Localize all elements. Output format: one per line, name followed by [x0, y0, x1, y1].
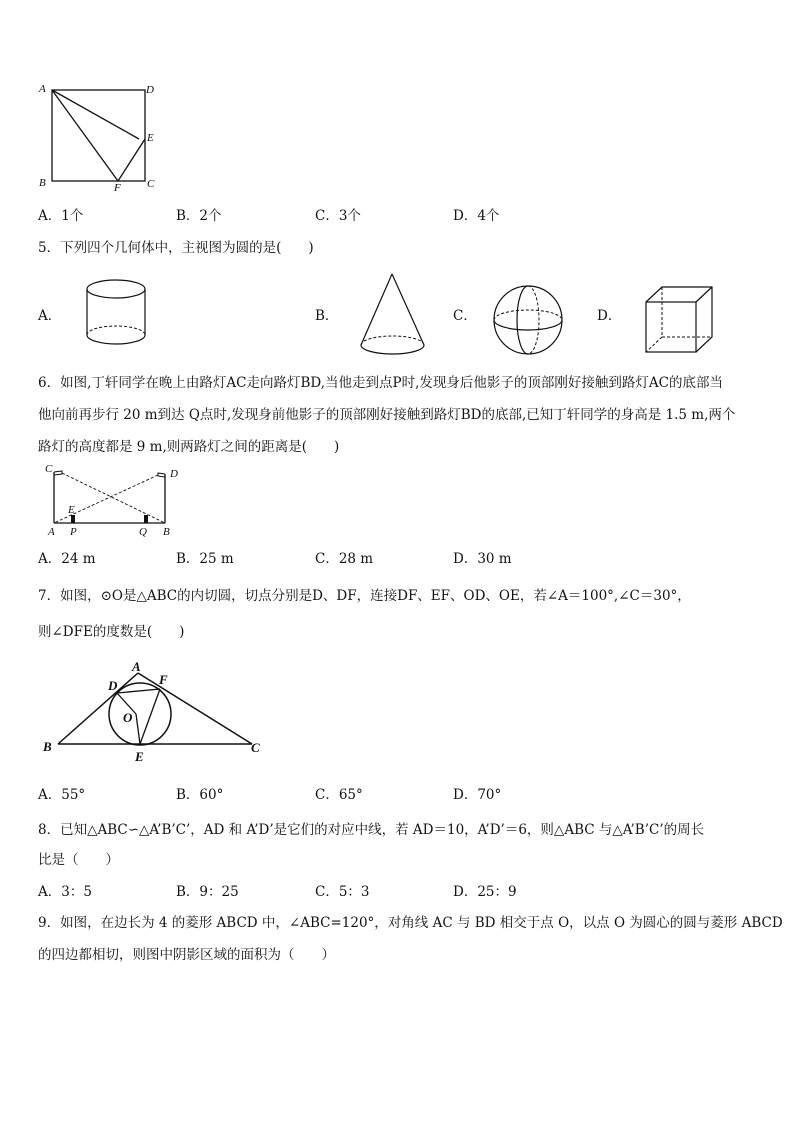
- q8-option-c: C．5：3: [315, 884, 370, 900]
- q6-figure: [40, 462, 180, 540]
- label-F: F: [159, 672, 168, 687]
- q7-option-b: B．60°: [176, 787, 224, 803]
- label-F: F: [114, 182, 121, 194]
- label-A: A: [132, 659, 141, 674]
- q5-stem: 5．下列四个几何体中，主视图为圆的是( ): [38, 240, 314, 256]
- q7-stem-line-1: 7．如图，⊙O是△ABC的内切圆，切点分别是D、DF，连接DF、EF、OD、OE，若∠A＝100°,∠C＝30°，: [38, 588, 691, 604]
- q8-stem-line-2: 比是（ ）: [38, 852, 119, 868]
- q8-stem-line-1: 8．已知△ABC∽△A’B’C’，AD 和 A’D’是它们的对应中线，若 AD＝10，A’D’＝6，则△ABC 与△A’B’C’的周长: [38, 822, 705, 838]
- label-C: C: [251, 740, 260, 755]
- label-C: C: [45, 463, 53, 475]
- label-A: A: [39, 83, 46, 95]
- label-Q: Q: [139, 526, 147, 538]
- q8-option-b: B．9：25: [176, 884, 239, 900]
- q4-option-a: A．1个: [38, 208, 84, 224]
- label-E: E: [68, 504, 75, 516]
- q6-option-c: C．28 m: [315, 551, 374, 567]
- q8-option-a: A．3：5: [38, 884, 92, 900]
- q5-option-c-letter: C．: [453, 308, 477, 324]
- cone-icon: [358, 271, 428, 363]
- label-P: P: [70, 526, 77, 538]
- cube-icon: [643, 285, 715, 361]
- square-diagram: [36, 80, 166, 195]
- q4-option-b: B．2个: [176, 208, 222, 224]
- label-B: B: [39, 177, 46, 189]
- q6-option-a: A．24 m: [38, 551, 96, 567]
- q5-option-b-letter: B．: [315, 308, 339, 324]
- label-B: B: [163, 526, 170, 538]
- q5-option-a-letter: A．: [38, 308, 62, 324]
- label-D: D: [170, 468, 178, 480]
- label-D: D: [108, 678, 118, 693]
- q7-option-a: A．55°: [38, 787, 86, 803]
- q5-option-d-letter: D．: [597, 308, 622, 324]
- label-D: D: [146, 84, 154, 96]
- label-O: O: [123, 710, 133, 725]
- label-C: C: [147, 178, 155, 190]
- q4-option-c: C．3个: [315, 208, 361, 224]
- sphere-icon: [491, 284, 565, 360]
- q6-stem-line-1: 6．如图,丁轩同学在晚上由路灯AC走向路灯BD,当他走到点P时,发现身后他影子的顶部刚好接触到路灯AC的底部当: [38, 375, 723, 391]
- q7-option-d: D．70°: [453, 787, 502, 803]
- q9-stem-line-2: 的四边都相切，则图中阴影区域的面积为（ ）: [38, 947, 335, 963]
- incircle-diagram: [38, 655, 270, 767]
- q7-figure: [38, 655, 270, 767]
- street-lamp-diagram: [40, 462, 180, 540]
- q6-option-b: B．25 m: [176, 551, 234, 567]
- cylinder-icon: [84, 277, 150, 353]
- q6-stem-line-2: 他向前再步行 20 m到达 Q点时,发现身前他影子的顶部刚好接触到路灯BD的底部,已知丁轩同学的身高是 1.5 m,两个: [38, 407, 736, 423]
- q7-stem-line-2: 则∠DFE的度数是( ): [38, 624, 185, 640]
- label-A: A: [48, 526, 55, 538]
- q8-option-d: D．25：9: [453, 884, 517, 900]
- q9-stem-line-1: 9．如图，在边长为 4 的菱形 ABCD 中，∠ABC=120°，对角线 AC 与 BD 相交于点 O，以点 O 为圆心的圆与菱形 ABCD: [38, 915, 783, 931]
- q7-option-c: C．65°: [315, 787, 363, 803]
- label-B: B: [43, 739, 52, 754]
- q4-figure: [36, 80, 166, 195]
- q6-option-d: D．30 m: [453, 551, 512, 567]
- q4-option-d: D．4个: [453, 208, 500, 224]
- label-E: E: [135, 749, 144, 764]
- q6-stem-line-3: 路灯的高度都是 9 m,则两路灯之间的距离是( ): [38, 439, 340, 455]
- label-E: E: [147, 132, 154, 144]
